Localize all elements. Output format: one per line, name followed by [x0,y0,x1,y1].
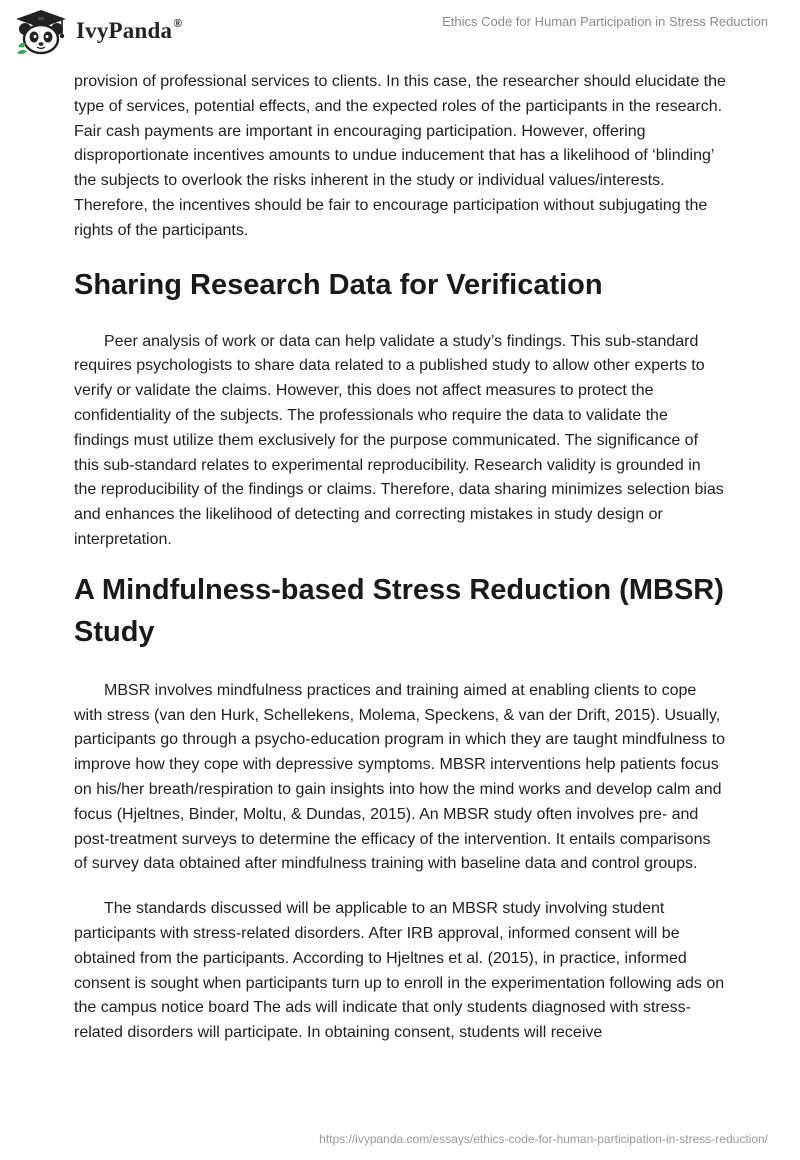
paragraph-sharing: Peer analysis of work or data can help validate a study’s findings. This sub-standard requires psychologists to share data related to a published study to allow other experts to verify or validate the claims. However, this does not affect measures to protect the confidentiality of the subjects. The professionals who require the data to validate the findings must utilize them exclusively for the purpose communicated. The significance of this sub-standard relates to experimental reproducibility. Research validity is grounded in the reproducibility of the findings or claims. Therefore, data sharing minimizes selection bias and enhances the likelihood of detecting and correcting mistakes in study design or interpretation. [74,332,724,548]
heading-mbsr-study: A Mindfulness-based Stress Reduction (MBSR) Study [74,573,724,648]
brand-name: IvyPanda® [76,16,183,43]
ivypanda-logo[interactable] [14,8,182,56]
panda-graduation-cap-icon [14,8,68,56]
paragraph-mbsr-2: The standards discussed will be applicable to an MBSR study involving student participants with stress-related disorders. After IRB approval, informed consent will be obtained from the participants. According to Hjeltnes et al. (2015), in practice, informed consent is sought when participants turn up to enroll in the experimentation following ads on the campus notice board The ads will indicate that only students diagnosed with stress-related disorders will participate. In obtaining consent, students will receive [74,900,725,1042]
page-header [0,0,800,62]
paragraph-intro: provision of professional services to clients. In this case, the researcher should elucidate the type of services, potential effects, and the expected roles of the participants in the research. Fair cash payments are important in encouraging participation. However, offering disproportionate incentives amounts to undue inducement that has a likelihood of ‘blinding’ the subjects to overlook the risks inherent in the study or individual values/interests. Therefore, the incentives should be fair to encourage participation without subjugating the rights of the participants. [74,73,726,239]
article-body [74,70,726,1046]
heading-sharing-research-data: Sharing Research Data for Verification [74,268,603,301]
source-url[interactable]: https://ivypanda.com/essays/ethics-code-for-human-participation-in-stress-reduction/ [319,1132,768,1146]
paragraph-mbsr-1: MBSR involves mindfulness practices and training aimed at enabling clients to cope with stress (van den Hurk, Schellekens, Molema, Speckens, & van der Drift, 2015). Usually, participants go through a psycho-education program in which they are taught mindfulness to improve how they cope with depressive symptoms. MBSR interventions help patients focus on his/her breath/respiration to gain insights into how the mind works and develop calm and focus (Hjeltnes, Binder, Moltu, & Dundas, 2015). An MBSR study often involves pre- and post-treatment surveys to determine the efficacy of the intervention. It entails comparisons of survey data obtained after mindfulness training with baseline data and control groups. [74,681,726,873]
document-title: Ethics Code for Human Participation in Stress Reduction [442,14,768,29]
